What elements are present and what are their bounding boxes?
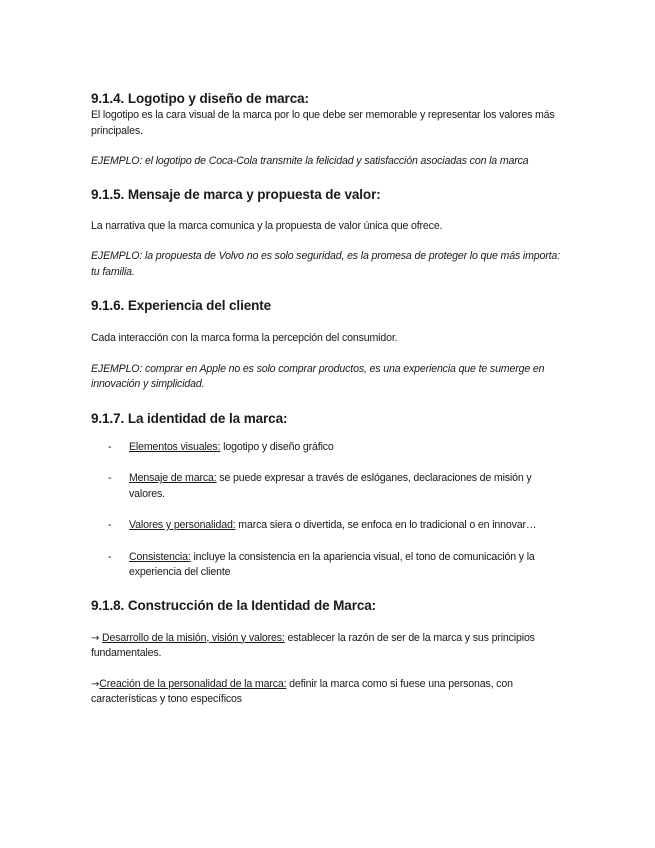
item-label: Creación de la personalidad de la marca: <box>99 677 287 690</box>
paragraph-mensaje: La narrativa que la marca comunica y la propuesta de valor única que ofrece. <box>91 219 443 232</box>
heading-9-1-8: 9.1.8. Construcción de la Identidad de Marca: <box>91 597 377 613</box>
paragraph-experiencia: Cada interacción con la marca forma la percepción del consumidor. <box>91 332 398 344</box>
list-item <box>91 440 561 456</box>
document-page <box>91 90 561 708</box>
item-label: Desarrollo de la misión, visión y valores: <box>102 631 285 644</box>
identity-list <box>91 440 561 581</box>
heading-9-1-6: 9.1.6. Experiencia del cliente <box>91 298 272 313</box>
item-text: logotipo y diseño gráfico <box>220 440 334 453</box>
item-text: establecer la razón de ser de la marca y sus principios fundamentales. <box>91 631 535 659</box>
construction-item <box>91 677 561 708</box>
arrow-right-icon: → <box>91 678 100 690</box>
list-item <box>91 471 561 502</box>
list-item <box>91 518 561 534</box>
heading-9-1-5: 9.1.5. Mensaje de marca y propuesta de valor: <box>91 186 381 202</box>
arrow-right-icon: → <box>91 632 100 644</box>
item-text: incluye la consistencia en la apariencia visual, el tono de comunicación y la experiencia del cliente <box>129 550 535 578</box>
item-text: se puede expresar a través de eslóganes, declaraciones de misión y valores. <box>129 472 532 500</box>
item-label: Mensaje de marca: <box>129 472 217 484</box>
list-item <box>91 550 561 581</box>
example-apple: EJEMPLO: comprar en Apple no es solo comprar productos, es una experiencia que te sumerge en innovación y simplicidad. <box>91 362 545 390</box>
item-label: Consistencia: <box>129 550 191 563</box>
bullet-dash: - <box>108 440 112 453</box>
example-coca-cola: EJEMPLO: el logotipo de Coca-Cola transmite la felicidad y satisfacción asociadas con la marca <box>91 155 529 167</box>
bullet-dash: - <box>108 472 112 484</box>
heading-9-1-4: 9.1.4. Logotipo y diseño de marca: <box>91 91 309 106</box>
heading-9-1-7: 9.1.7. La identidad de la marca: <box>91 410 288 426</box>
example-volvo: EJEMPLO: la propuesta de Volvo no es solo seguridad, es la promesa de proteger lo que más importa: tu familia. <box>91 250 560 278</box>
paragraph-logotipo: El logotipo es la cara visual de la marca por lo que debe ser memorable y representar los valores más principales. <box>91 109 555 137</box>
item-label: Elementos visuales: <box>129 440 221 453</box>
bullet-dash: - <box>108 519 112 531</box>
bullet-dash: - <box>108 550 112 563</box>
item-label: Valores y personalidad: <box>129 519 236 531</box>
item-text: marca siera o divertida, se enfoca en lo tradicional o en innovar… <box>235 519 537 531</box>
construction-item <box>91 631 561 662</box>
item-text: definir la marca como si fuese una personas, con características y tono específicos <box>91 677 513 705</box>
